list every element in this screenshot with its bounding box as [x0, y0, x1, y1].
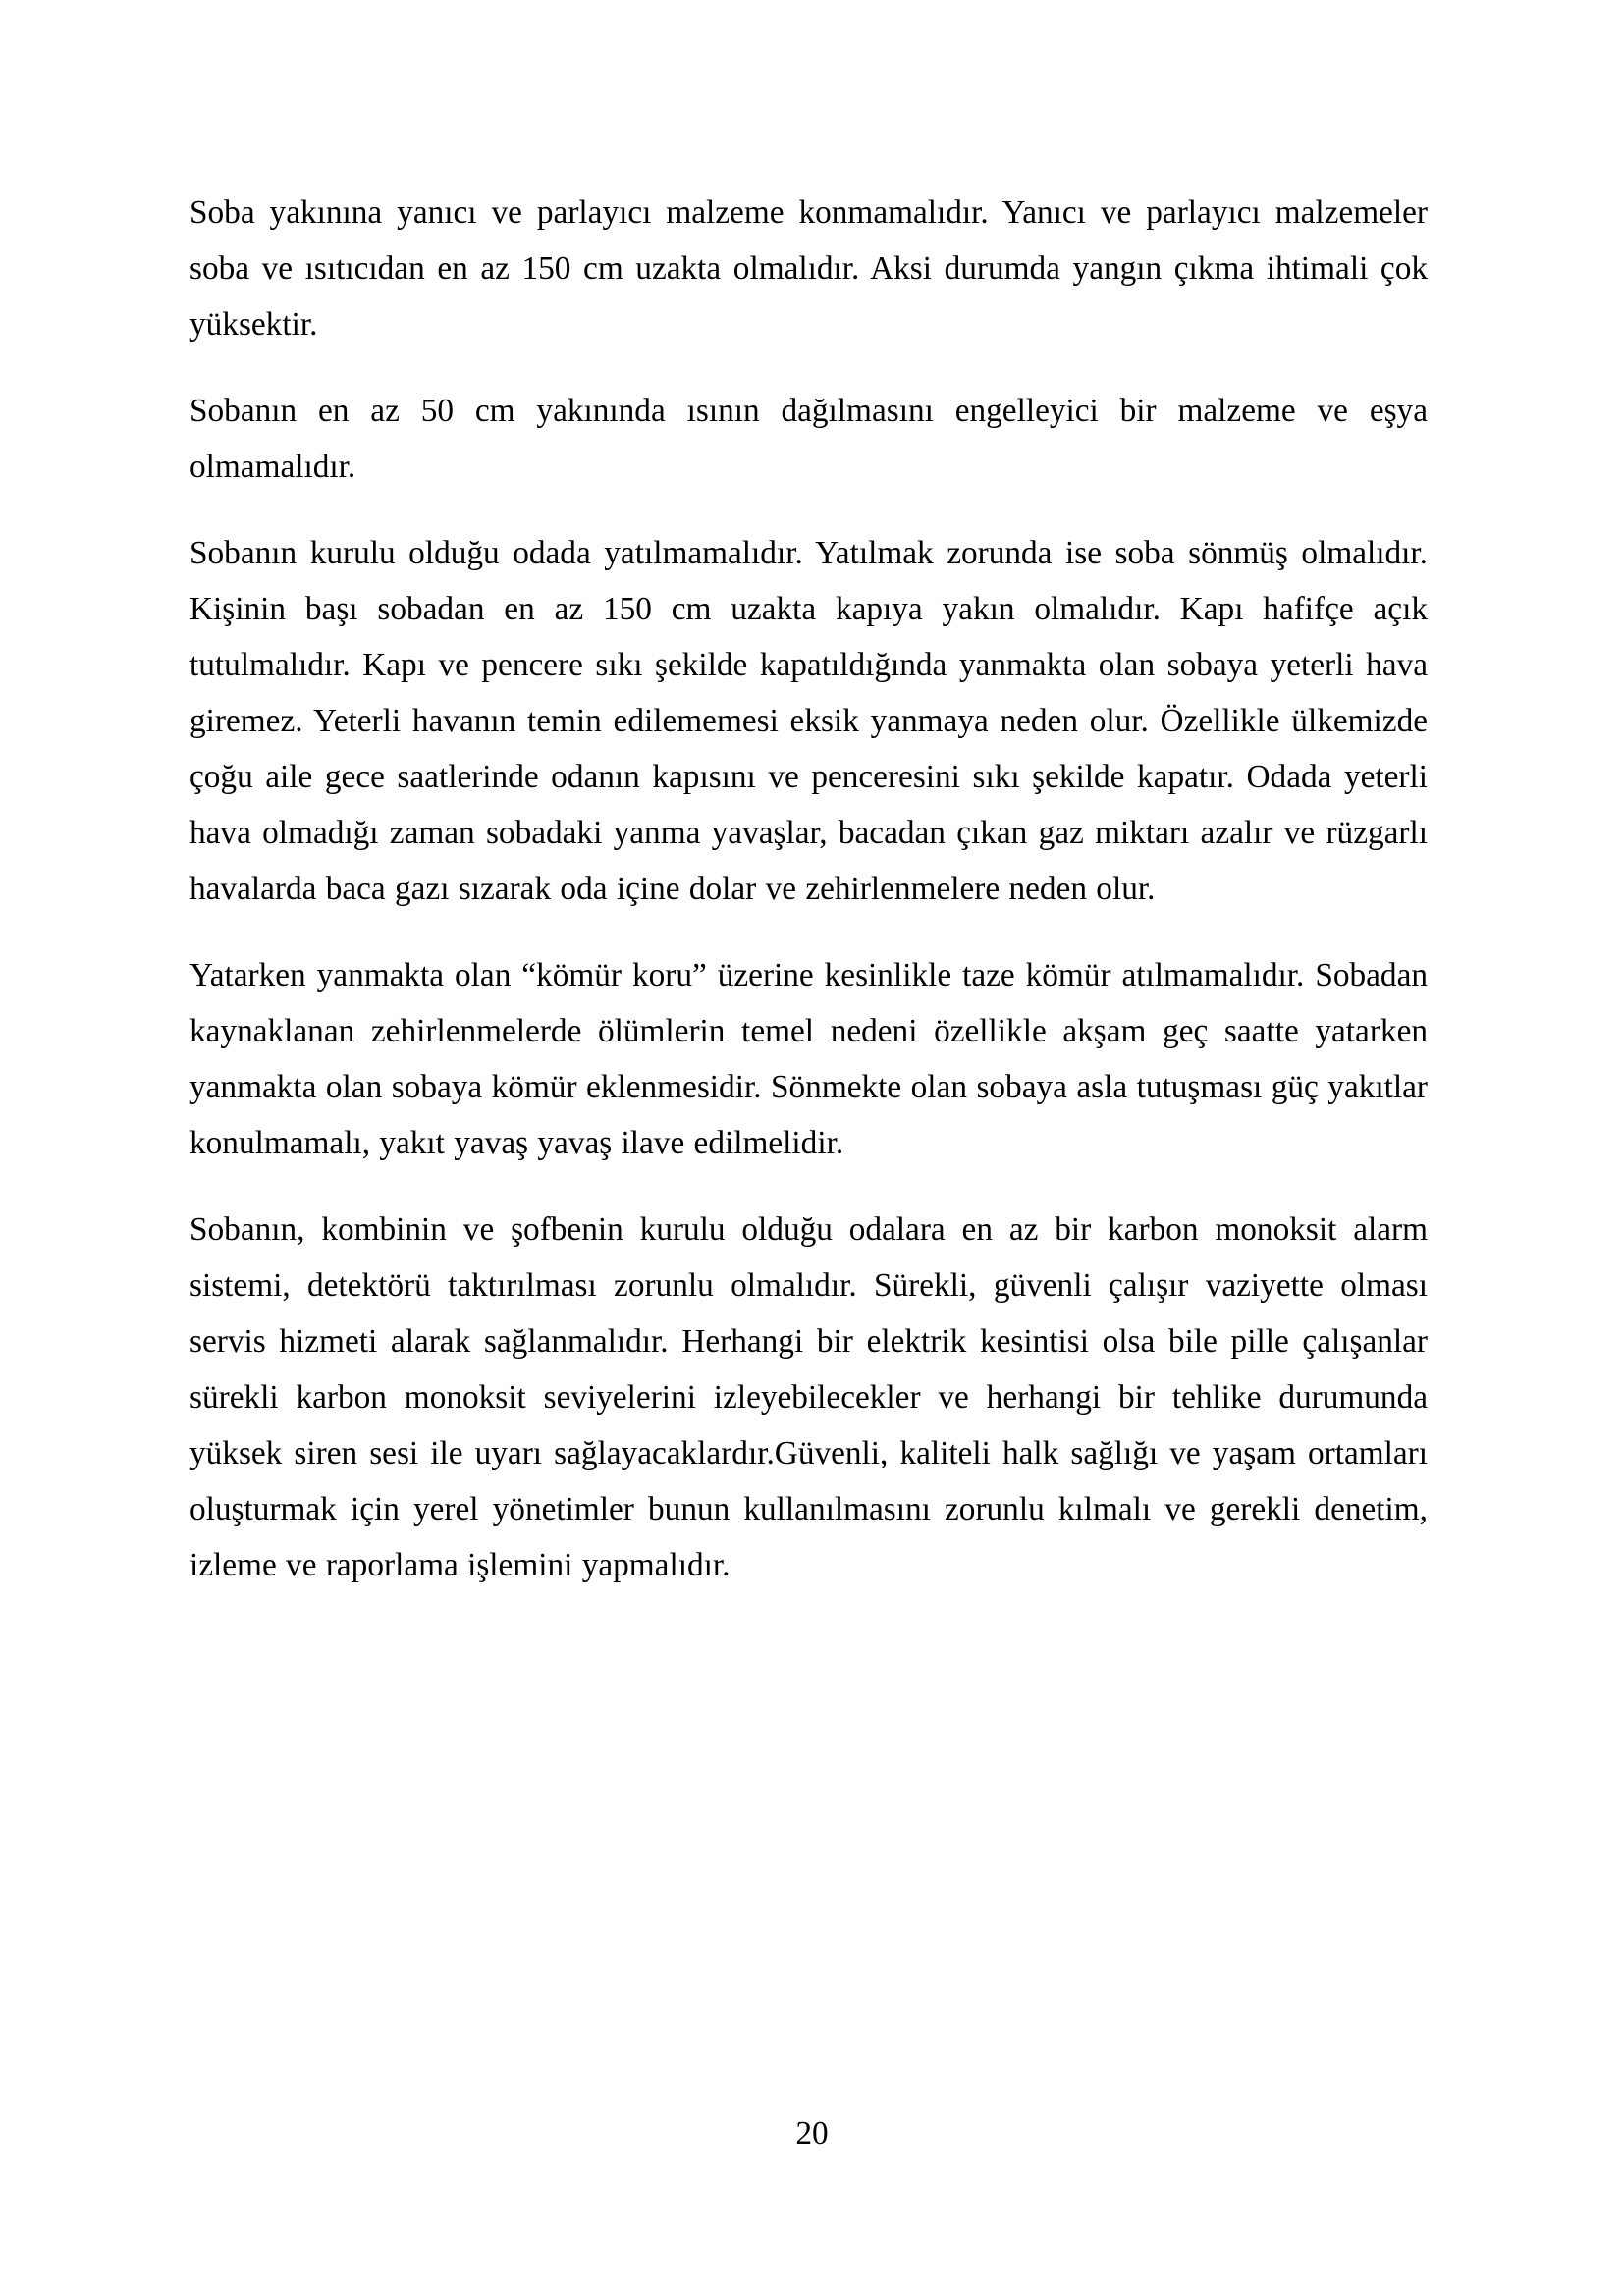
document-body-text [189, 185, 1428, 1624]
paragraph-heat-dispersion-clearance: Sobanın en az 50 cm yakınında ısının dağılmasını engelleyici bir malzeme ve eşya olmamalıdır. [189, 393, 1428, 485]
paragraph-adding-coal-at-night: Yatarken yanmakta olan “kömür koru” üzerine kesinlikle taze kömür atılmamalıdır. Sobadan kaynaklanan zehirlenmelerde ölümlerin temel nedeni özellikle akşam geç saatte yatarken yanmakta olan sobaya kömür eklenmesidir. Sönmekte olan sobaya asla tutuşması güç yakıtlar konulmamalı, yakıt yavaş yavaş ilave edilmelidir. [189, 957, 1428, 1161]
page-footer [0, 2106, 1624, 2162]
paragraph-stove-flammable-materials: Soba yakınına yanıcı ve parlayıcı malzeme konmamalıdır. Yanıcı ve parlayıcı malzemeler soba ve ısıtıcıdan en az 150 cm uzakta olmalıdır. Aksi durumda yangın çıkma ihtimali çok yüksektir. [189, 194, 1428, 343]
page-number: 20 [795, 2115, 829, 2152]
paragraph-sleeping-room-ventilation: Sobanın kurulu olduğu odada yatılmamalıdır. Yatılmak zorunda ise soba sönmüş olmalıdır. Kişinin başı sobadan en az 150 cm uzakta kapıya yakın olmalıdır. Kapı hafifçe açık tutulmalıdır. Kapı ve pencere sıkı şekilde kapatıldığında yanmakta olan sobaya yeterli hava giremez. Yeterli havanın temin edilememesi eksik yanmaya neden olur. Özellikle ülkemizde çoğu aile gece saatlerinde odanın kapısını ve penceresini sıkı şekilde kapatır. Odada yeterli hava olmadığı zaman sobadaki yanma yavaşlar, bacadan çıkan gaz miktarı azalır ve rüzgarlı havalarda baca gazı sızarak oda içine dolar ve zehirlenmelere neden olur. [189, 535, 1428, 907]
paragraph-carbon-monoxide-alarm: Sobanın, kombinin ve şofbenin kurulu olduğu odalara en az bir karbon monoksit alarm sistemi, detektörü taktırılması zorunlu olmalıdır. Sürekli, güvenli çalışır vaziyette olması servis hizmeti alarak sağlanmalıdır. Herhangi bir elektrik kesintisi olsa bile pille çalışanlar sürekli karbon monoksit seviyelerini izleyebilecekler ve herhangi bir tehlike durumunda yüksek siren sesi ile uyarı sağlayacaklardır.Güvenli, kaliteli halk sağlığı ve yaşam ortamları oluşturmak için yerel yönetimler bunun kullanılmasını zorunlu kılmalı ve gerekli denetim, izleme ve raporlama işlemini yapmalıdır. [189, 1211, 1428, 1583]
